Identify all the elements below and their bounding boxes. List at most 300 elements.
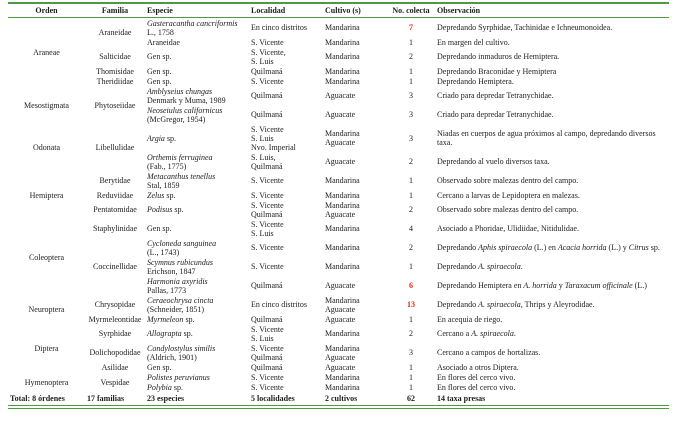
locality-cell <box>249 219 323 238</box>
species-cell <box>145 372 249 382</box>
natural-enemies-table <box>8 2 669 409</box>
family-cell: Syrphidae <box>98 329 132 338</box>
family-cell: Chrysopidae <box>94 300 136 309</box>
collection-count-cell: 2 <box>409 205 413 214</box>
text-segment: Depredando <box>437 243 479 252</box>
species-line <box>147 77 247 86</box>
collection-count-cell: 2 <box>409 329 413 338</box>
crop-line: Aguacate <box>325 157 356 166</box>
text-segment: sp. <box>171 382 184 392</box>
observation-cell <box>435 66 669 76</box>
family-cell: Araneidae <box>98 28 132 37</box>
species-row <box>8 362 669 372</box>
text-segment: Stal, 1859 <box>147 180 180 190</box>
locality-line: S. Vicente <box>251 382 284 392</box>
locality-cell <box>249 66 323 76</box>
species-line <box>147 329 247 338</box>
collection-count-cell: 1 <box>409 176 413 185</box>
header-row <box>8 3 669 18</box>
species-line <box>147 267 247 276</box>
text-segment: sp. <box>181 329 193 338</box>
taxon-name: A. spiraecola <box>478 262 521 271</box>
text-segment: Depredando Hemiptera. <box>437 76 514 86</box>
crop-line: Mandarina <box>325 200 360 210</box>
column-header-no-colecta: No. colecta <box>387 3 435 18</box>
collection-count-cell: 2 <box>409 52 413 61</box>
text-segment: sp. <box>164 133 177 143</box>
species-line <box>147 248 247 257</box>
family-cell: Reduviidae <box>96 190 134 200</box>
taxon-name: Polybia <box>147 382 172 392</box>
locality-cell <box>249 343 323 362</box>
column-header-familia: Familia <box>85 3 145 18</box>
locality-line: S. Luis, <box>251 152 276 162</box>
locality-cell <box>249 382 323 392</box>
crop-line: Aguacate <box>325 110 356 119</box>
text-segment: Araneidae <box>147 37 180 47</box>
text-segment: Cercano a campos de hortalizas. <box>437 348 541 357</box>
crop-line: Mandarina <box>325 129 360 138</box>
locality-cell <box>249 362 323 372</box>
species-line <box>147 315 247 324</box>
crop-line: Aguacate <box>325 91 356 100</box>
locality-line: S. Vicente <box>251 262 284 271</box>
locality-line: Quilmaná <box>251 362 283 372</box>
total-localities: 5 localidades <box>251 394 295 403</box>
locality-line: Quilmaná <box>251 66 283 76</box>
locality-line: En cinco distritos <box>251 23 307 32</box>
observation-cell <box>435 219 669 238</box>
locality-line: Quilmaná <box>251 352 283 362</box>
crop-line: Mandarina <box>325 329 360 338</box>
species-row <box>8 76 669 86</box>
text-segment: Gen sp. <box>147 66 172 76</box>
locality-line: S. Vicente, <box>251 47 286 57</box>
locality-line: S. Vicente <box>251 372 284 382</box>
observation-cell <box>435 200 669 219</box>
species-cell <box>145 362 249 372</box>
taxon-name: Acacia horrida <box>557 243 607 252</box>
collection-count-cell: 1 <box>409 66 413 76</box>
collection-count-cell: 1 <box>409 382 413 392</box>
crop-cell <box>323 190 387 200</box>
species-cell <box>145 171 249 190</box>
locality-line: Quilmaná <box>251 91 283 100</box>
crop-line: Aguacate <box>325 352 356 362</box>
species-cell <box>145 105 249 124</box>
locality-line: S. Luis <box>251 133 274 143</box>
collection-count-cell: 4 <box>409 224 413 233</box>
species-cell <box>145 219 249 238</box>
species-row <box>8 343 669 362</box>
species-row <box>8 295 669 314</box>
locality-cell <box>249 276 323 295</box>
text-segment: , Thrips y Aleyrodidae. <box>520 300 595 309</box>
locality-line: Quilmaná <box>251 281 283 290</box>
locality-line: S. Vicente <box>251 37 284 47</box>
text-segment: L., 1758 <box>147 27 174 37</box>
total-prey-taxa: 14 taxa presas <box>437 394 486 403</box>
column-header-observacion: Observación <box>435 3 669 18</box>
crop-line: Mandarina <box>325 343 360 353</box>
collection-count-cell: 1 <box>409 314 413 324</box>
text-segment: Cercano a larvas de Lepidoptera en malezas. <box>437 190 580 200</box>
species-cell <box>145 124 249 152</box>
species-line <box>147 115 247 124</box>
text-segment: (L.) en <box>532 243 558 252</box>
text-segment: Criado para depredar Tetranychidae. <box>437 91 554 100</box>
locality-line: Quilmaná <box>251 161 283 171</box>
taxon-name: A. spiraecola <box>471 329 514 338</box>
taxon-name: Amblyseius chungas <box>147 86 213 96</box>
species-cell <box>145 76 249 86</box>
species-line <box>147 258 247 267</box>
crop-cell <box>323 47 387 66</box>
crop-cell <box>323 314 387 324</box>
locality-cell <box>249 76 323 86</box>
taxon-name: Allograpta <box>147 329 182 338</box>
family-cell: Vespidae <box>100 377 130 387</box>
crop-cell <box>323 18 387 38</box>
crop-cell <box>323 76 387 86</box>
crop-cell <box>323 124 387 152</box>
text-segment: y <box>556 281 565 290</box>
crop-cell <box>323 343 387 362</box>
observation-cell <box>435 18 669 38</box>
species-line <box>147 106 247 115</box>
text-segment: Observado sobre malezas dentro del campo. <box>437 176 579 185</box>
text-segment: sp. <box>183 314 195 324</box>
observation-cell <box>435 362 669 372</box>
crop-line: Mandarina <box>325 382 360 392</box>
species-line <box>147 162 247 171</box>
species-line <box>147 305 247 314</box>
taxon-name: Citrus <box>628 243 649 252</box>
family-cell: Theridiidae <box>96 76 134 86</box>
family-cell: Coccinellidae <box>93 262 137 271</box>
species-row <box>8 200 669 219</box>
crop-cell <box>323 37 387 47</box>
locality-cell <box>249 124 323 152</box>
text-segment: Asociado a otros Diptera. <box>437 362 519 372</box>
taxon-name: Podisus <box>147 205 173 214</box>
crop-line: Mandarina <box>325 372 360 382</box>
family-cell: Staphylinidae <box>93 224 137 233</box>
text-segment: Asociado a Phoridae, Ulidiidae, Nitidulidae. <box>437 224 579 233</box>
family-cell: Libellulidae <box>95 143 135 152</box>
taxon-name: Harmonia axyridis <box>147 276 208 286</box>
taxon-name: Metacanthus tenellus <box>147 171 216 181</box>
species-cell <box>145 314 249 324</box>
locality-line: Quilmaná <box>251 110 283 119</box>
taxon-name: Ceraeochrysa cincta <box>147 295 214 305</box>
collection-count-cell: 1 <box>409 362 413 372</box>
species-row <box>8 324 669 343</box>
taxon-name: Neoseiulus californicus <box>147 105 223 115</box>
text-segment: Niadas en cuerpos de agua próximos al campo, depredando diversos taxa. <box>437 129 656 147</box>
locality-line: S. Vicente <box>251 324 284 334</box>
species-line <box>147 296 247 305</box>
locality-line: S. Luis <box>251 228 274 238</box>
observation-cell <box>435 105 669 124</box>
text-segment: En margen del cultivo. <box>437 37 510 47</box>
locality-cell <box>249 190 323 200</box>
species-row <box>8 86 669 105</box>
observation-cell <box>435 295 669 314</box>
species-cell <box>145 66 249 76</box>
locality-line: S. Vicente <box>251 343 284 353</box>
order-cell: Diptera <box>34 343 59 353</box>
crop-cell <box>323 86 387 105</box>
crop-cell <box>323 362 387 372</box>
crop-line: Mandarina <box>325 66 360 76</box>
locality-line: S. Vicente <box>251 124 284 134</box>
crop-line: Aguacate <box>325 362 356 372</box>
collection-count-cell: 13 <box>407 300 415 309</box>
text-segment: (L.) y <box>606 243 629 252</box>
locality-line: En cinco distritos <box>251 300 307 309</box>
column-header-localidad: Localidad <box>249 3 323 18</box>
collection-count-cell: 2 <box>409 243 413 252</box>
table-header <box>8 3 669 18</box>
locality-cell <box>249 257 323 276</box>
crop-line: Mandarina <box>325 262 360 271</box>
crop-cell <box>323 238 387 257</box>
column-header-especie: Especie <box>145 3 249 18</box>
species-row <box>8 219 669 238</box>
species-line <box>147 383 247 392</box>
locality-line: Quilmaná <box>251 314 283 324</box>
species-line <box>147 286 247 295</box>
family-cell: Myrmeleontidae <box>88 314 142 324</box>
text-segment: Gen sp. <box>147 76 172 86</box>
text-segment: Pallas, 1773 <box>147 285 187 295</box>
species-line <box>147 373 247 382</box>
locality-line: Nvo. Imperial <box>251 142 296 152</box>
crop-cell <box>323 257 387 276</box>
crop-line: Aguacate <box>325 138 356 147</box>
observation-cell <box>435 190 669 200</box>
text-segment: sp. <box>648 243 660 252</box>
observation-cell <box>435 47 669 66</box>
locality-cell <box>249 295 323 314</box>
crop-line: Mandarina <box>325 52 360 61</box>
text-segment: En acequia de riego. <box>437 314 503 324</box>
taxon-name: Taraxacum officinale <box>564 281 633 290</box>
family-cell: Pentatomidae <box>93 205 137 214</box>
total-families: 17 familias <box>87 394 125 403</box>
family-cell: Thomisidae <box>96 66 134 76</box>
locality-cell <box>249 238 323 257</box>
text-segment: . <box>513 329 516 338</box>
species-cell <box>145 86 249 105</box>
locality-cell <box>249 18 323 38</box>
text-segment: Depredando al vuelo diversos taxa. <box>437 157 550 166</box>
taxon-name: A. horrida <box>523 281 557 290</box>
observation-cell <box>435 124 669 152</box>
crop-line: Aguacate <box>325 304 356 314</box>
observation-cell <box>435 37 669 47</box>
text-segment: (McGregor, 1954) <box>147 114 206 124</box>
locality-line: S. Luis <box>251 333 274 343</box>
text-segment: Depredando <box>437 300 479 309</box>
species-row <box>8 47 669 66</box>
column-header-orden: Orden <box>8 3 85 18</box>
species-row <box>8 238 669 257</box>
crop-cell <box>323 324 387 343</box>
locality-line: S. Vicente <box>251 190 284 200</box>
text-segment: Gen sp. <box>147 52 172 61</box>
locality-line: S. Vicente <box>251 176 284 185</box>
text-segment: Depredando inmaduros de Hemiptera. <box>437 52 560 61</box>
species-line <box>147 87 247 96</box>
crop-line: Mandarina <box>325 23 360 32</box>
text-segment: sp. <box>164 190 176 200</box>
species-line <box>147 67 247 76</box>
text-segment: . <box>520 262 523 271</box>
observation-cell <box>435 152 669 171</box>
taxon-name: Aphis spiraecola <box>478 243 533 252</box>
crop-cell <box>323 219 387 238</box>
locality-line: S. Vicente <box>251 219 284 229</box>
species-line <box>147 52 247 61</box>
species-line <box>147 205 247 214</box>
crop-line: Mandarina <box>325 224 360 233</box>
observation-cell <box>435 171 669 190</box>
species-line <box>147 353 247 362</box>
crop-cell <box>323 372 387 382</box>
total-orders: Total: 8 órdenes <box>10 394 65 403</box>
total-species: 23 especies <box>147 394 185 403</box>
locality-line: S. Vicente <box>251 243 284 252</box>
observation-cell <box>435 382 669 392</box>
order-cell: Mesostigmata <box>24 100 69 110</box>
family-cell: Salticidae <box>99 52 131 61</box>
collection-count-cell: 7 <box>409 23 413 32</box>
locality-cell <box>249 105 323 124</box>
species-row <box>8 18 669 38</box>
locality-cell <box>249 171 323 190</box>
total-crops: 2 cultivos <box>325 394 358 403</box>
species-cell <box>145 324 249 343</box>
text-segment: (Schneider, 1851) <box>147 304 204 314</box>
locality-cell <box>249 86 323 105</box>
crop-line: Aguacate <box>325 281 356 290</box>
species-cell <box>145 18 249 38</box>
species-line <box>147 277 247 286</box>
text-segment: Gen sp. <box>147 224 172 233</box>
crop-line: Mandarina <box>325 37 360 47</box>
text-segment: Erichson, 1847 <box>147 266 196 276</box>
collection-count-cell: 6 <box>409 281 413 290</box>
family-cell: Asilidae <box>101 362 129 372</box>
species-cell <box>145 200 249 219</box>
collection-count-cell: 1 <box>409 262 413 271</box>
species-cell <box>145 257 249 276</box>
collection-count-cell: 2 <box>409 157 413 166</box>
species-cell <box>145 276 249 295</box>
taxon-name: Gasteracantha cancriformis <box>147 18 238 28</box>
order-cell: Araneae <box>33 47 60 57</box>
crop-line: Aguacate <box>325 209 356 219</box>
text-segment: En flores del cerco vivo. <box>437 382 516 392</box>
text-segment: sp. <box>172 205 184 214</box>
collection-count-cell: 1 <box>409 372 413 382</box>
species-cell <box>145 47 249 66</box>
observation-cell <box>435 257 669 276</box>
text-segment: Depredando Braconidae y Hemiptera <box>437 66 557 76</box>
observation-cell <box>435 238 669 257</box>
taxon-name: Polistes peruvianus <box>147 372 210 382</box>
taxon-name: Zelus <box>147 190 165 200</box>
family-cell: Berytidae <box>99 176 131 185</box>
text-segment: (L., 1743) <box>147 247 180 257</box>
species-cell <box>145 152 249 171</box>
collection-count-cell: 1 <box>409 76 413 86</box>
crop-cell <box>323 295 387 314</box>
crop-line: Mandarina <box>325 176 360 185</box>
order-cell: Coleoptera <box>28 252 65 262</box>
species-line <box>147 191 247 200</box>
species-line <box>147 96 247 105</box>
text-segment: En flores del cerco vivo. <box>437 372 516 382</box>
total-row <box>8 392 669 407</box>
crop-cell <box>323 171 387 190</box>
observation-cell <box>435 343 669 362</box>
species-row <box>8 66 669 76</box>
species-line <box>147 239 247 248</box>
species-row <box>8 372 669 382</box>
species-line <box>147 363 247 372</box>
species-line <box>147 19 247 28</box>
collection-count-cell: 3 <box>409 91 413 100</box>
observation-cell <box>435 276 669 295</box>
crop-line: Mandarina <box>325 76 360 86</box>
taxon-name: Myrmeleon <box>147 314 184 324</box>
species-line <box>147 28 247 37</box>
species-row <box>8 314 669 324</box>
locality-cell <box>249 152 323 171</box>
species-row <box>8 171 669 190</box>
order-cell: Neuroptera <box>28 305 65 314</box>
taxon-name: Cycloneda sanguinea <box>147 238 217 248</box>
species-line <box>147 181 247 190</box>
locality-line: S. Luis <box>251 56 274 66</box>
crop-cell <box>323 382 387 392</box>
locality-line: Quilmaná <box>251 209 283 219</box>
table-footer <box>8 392 669 407</box>
text-segment: Observado sobre malezas dentro del campo. <box>437 205 579 214</box>
species-cell <box>145 295 249 314</box>
collection-count-cell: 3 <box>409 133 413 143</box>
locality-line: S. Vicente <box>251 200 284 210</box>
species-line <box>147 224 247 233</box>
species-cell <box>145 37 249 47</box>
collection-count-cell: 1 <box>409 37 413 47</box>
collection-count-cell: 3 <box>409 348 413 357</box>
crop-line: Mandarina <box>325 190 360 200</box>
locality-line: S. Vicente <box>251 76 284 86</box>
observation-cell <box>435 372 669 382</box>
crop-line: Mandarina <box>325 295 360 305</box>
crop-cell <box>323 152 387 171</box>
species-line <box>147 38 247 47</box>
order-cell: Hymenoptera <box>24 377 69 387</box>
crop-line: Mandarina <box>325 243 360 252</box>
order-cell: Hemiptera <box>29 190 64 200</box>
taxon-name: Argia <box>147 133 165 143</box>
text-segment: Depredando Syrphidae, Tachinidae e Ichneumonoidea. <box>437 23 613 32</box>
